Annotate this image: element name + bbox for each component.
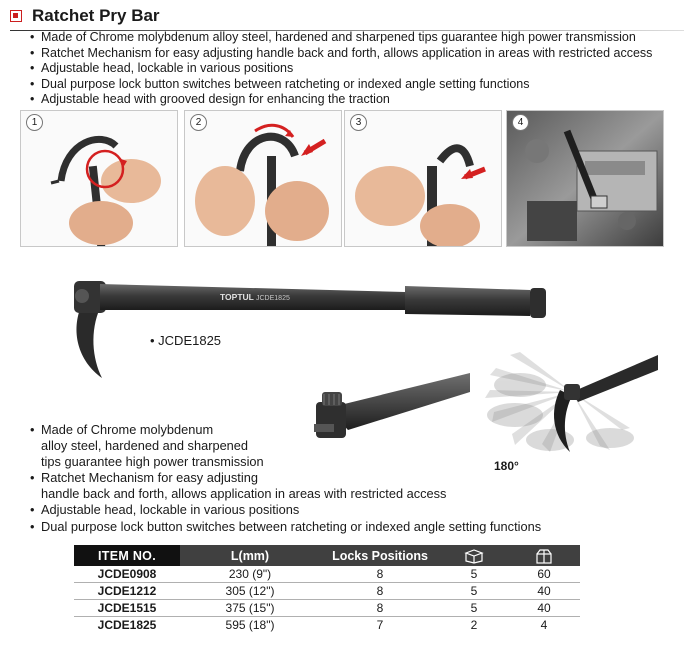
cell-locks: 8: [320, 566, 440, 583]
title-row: [10, 6, 684, 28]
table-row: [74, 583, 580, 600]
table-header-row: [74, 545, 580, 566]
feature-line: • Adjustable head, lockable in various positions: [41, 502, 300, 518]
feature-item: • Adjustable head with grooved design for enhancing the traction: [30, 92, 652, 108]
hands-lock-illustration: [345, 111, 502, 247]
rotation-degree-label: 180°: [494, 459, 519, 473]
cell-locks: 8: [320, 583, 440, 600]
feature-item: • Adjustable head, lockable in various positions: [30, 61, 652, 77]
cell-carton: 60: [508, 566, 580, 583]
feature-item: [30, 470, 541, 502]
step-number: 2: [190, 114, 207, 131]
feature-line: handle back and forth, allows application in areas with restricted access: [41, 486, 447, 502]
cell-length: 230 (9"): [180, 566, 320, 583]
cell-inner: 5: [440, 583, 508, 600]
feature-item: [30, 519, 541, 535]
hands-bend-illustration: [185, 111, 342, 247]
col-carton: [508, 545, 580, 566]
cell-item-no: JCDE1515: [74, 600, 180, 617]
feature-line: tips guarantee high power transmission: [41, 454, 264, 470]
step-number: 4: [512, 114, 529, 131]
model-label: • JCDE1825: [150, 333, 222, 348]
spec-table: [74, 545, 580, 633]
carton-box-icon: [534, 548, 554, 564]
cell-item-no: JCDE0908: [74, 566, 180, 583]
feature-item: • Dual purpose lock button switches between ratcheting or indexed angle setting functions: [30, 77, 652, 93]
cell-inner: 5: [440, 600, 508, 617]
cell-carton: 4: [540, 618, 548, 632]
cell-inner: 5: [440, 566, 508, 583]
table-row: [74, 600, 580, 617]
feature-item: [30, 422, 541, 470]
cell-item-no: JCDE1212: [74, 583, 180, 600]
step-3-image: [344, 110, 502, 247]
inner-box-icon: [464, 548, 484, 564]
hands-ratchet-illustration: [21, 111, 178, 247]
col-item-no: ITEM NO.: [74, 545, 180, 566]
cell-locks: 7: [376, 618, 384, 632]
col-length: L(mm): [180, 545, 320, 566]
cell-length: 375 (15"): [180, 600, 320, 617]
brand-print: TOPTUL: [220, 292, 254, 302]
feature-line: • Dual purpose lock button switches between ratcheting or indexed angle setting functions: [41, 518, 542, 534]
feature-line: alloy steel, hardened and sharpened: [41, 438, 249, 454]
step-number: 1: [26, 114, 43, 131]
feature-item: • Ratchet Mechanism for easy adjusting handle back and forth, allows application in areas with restricted access: [30, 46, 652, 62]
col-locks: Locks Positions: [320, 545, 440, 566]
cell-inner: 2: [470, 618, 478, 632]
feature-line: • Ratchet Mechanism for easy adjusting: [41, 470, 258, 486]
table-row: [74, 617, 580, 634]
cell-locks: 8: [320, 600, 440, 617]
col-inner-box: [440, 545, 508, 566]
feature-item: • Made of Chrome molybdenum alloy steel, hardened and sharpened tips guarantee high power transmission: [30, 30, 652, 46]
step-1-image: [20, 110, 178, 247]
cell-item-no: JCDE1825: [97, 618, 157, 632]
detail-feature-list: [30, 422, 541, 535]
step-4-image: [506, 110, 664, 247]
page-title: Ratchet Pry Bar: [32, 6, 160, 25]
step-2-image: [184, 110, 342, 247]
cell-carton: 40: [508, 583, 580, 600]
feature-item: [30, 502, 541, 518]
cell-length: 595 (18"): [225, 618, 275, 632]
cell-length: 305 (12"): [180, 583, 320, 600]
code-print: JCDE1825: [256, 295, 290, 302]
step-number: 3: [350, 114, 367, 131]
table-row: [74, 566, 580, 583]
title-square-icon: [10, 10, 22, 22]
engine-bay-photo: [507, 111, 664, 247]
feature-line: • Made of Chrome molybdenum: [41, 422, 214, 437]
cell-carton: 40: [508, 600, 580, 617]
top-feature-list: [30, 30, 652, 108]
